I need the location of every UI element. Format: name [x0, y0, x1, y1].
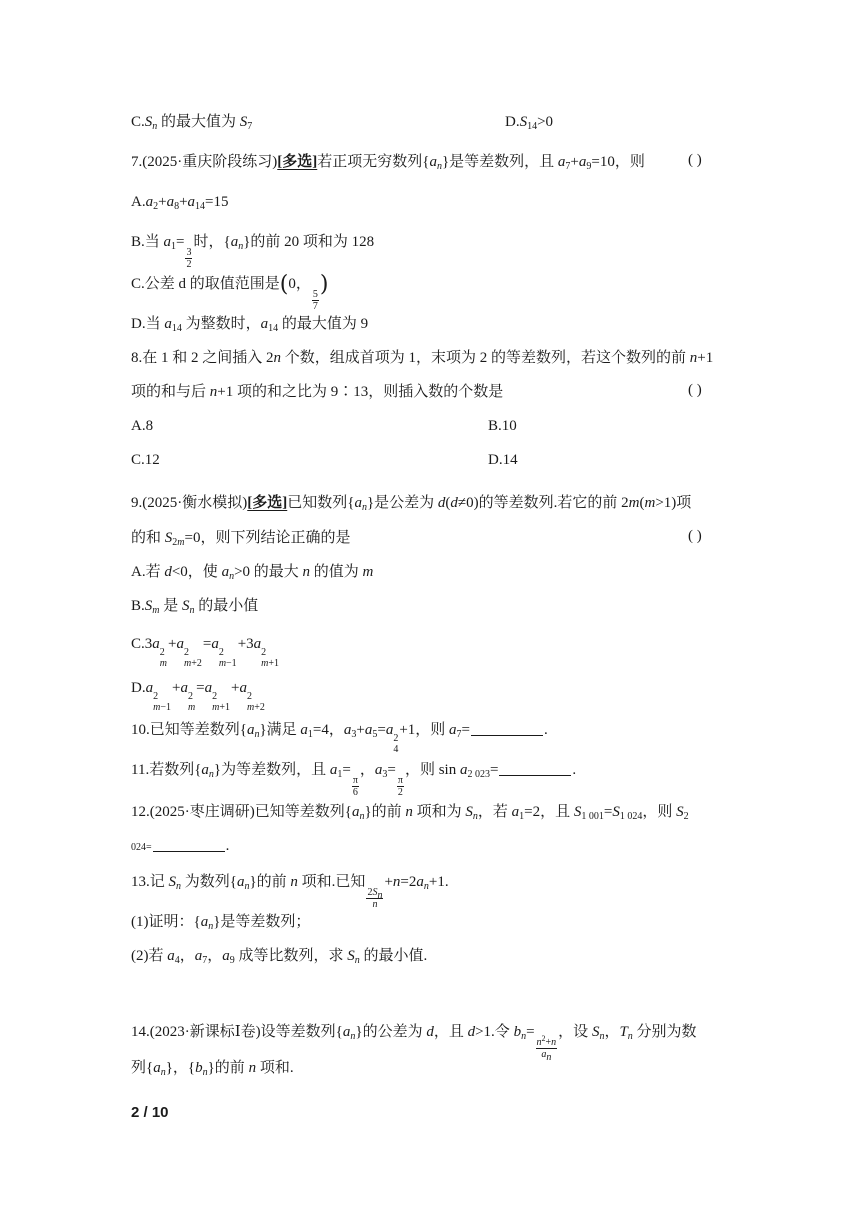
q7-option-b: B.当 $a_1=$ $\frac{3}{2}$ 时，$\{a_n\}$的前 20 项和为 128: [131, 234, 375, 270]
q8-option-b: B.10: [488, 418, 517, 434]
q14-stem-line1: 14.(2023·新课标Ⅰ卷)设等差数列$\{a_n\}$的公差为 d，且 d>1.令 $b_n=$ $\frac{n^2+n}{a_n}$ ，设 $S_n$，$T_n$ 分别为数: [131, 1024, 697, 1063]
q9-stem-line1: 9.(2025·衡水模拟)[多选]已知数列$\{a_n\}$是公差为 d(d≠0)的等差数列.若它的前 2m(m>1)项: [131, 495, 692, 513]
q6-option-c: $C.S_n$ 的最大值为 $S_7$: [131, 114, 253, 132]
q9-option-c: C.3a 2 m +a 2 m+2 =a 2 m−1 +3a 2 m+1: [131, 636, 280, 669]
q8-stem-line1: 8.在 1 和 2 之间插入 2n 个数，组成首项为 1，末项为 2 的等差数列，若这个数列的前 n+1: [131, 350, 714, 366]
q7-option-d: D.当 $a_{14}$ 为整数时，$a_{14}$ 的最大值为 9: [131, 316, 369, 334]
q7-source: 7.(2025·重庆阶段练习): [131, 154, 278, 170]
q7-multi-tag: [多选]: [277, 154, 318, 170]
q9-option-a: A.若 d<0，使 $a_n>0$ 的最大 n 的值为 m: [131, 564, 374, 582]
q11-fraction-1: $\frac{\pi}{6}$: [352, 775, 358, 798]
q9-answer-bracket: ( ): [688, 528, 702, 544]
q13-part1: (1)证明：$\{a_n\}$是等差数列；: [131, 914, 311, 932]
q9-multi-tag: [多选]: [247, 495, 288, 511]
page-number: 2 / 10: [131, 1104, 169, 1121]
q7-option-a: $A.a_2+a_8+a_{14}=15$: [131, 194, 229, 212]
q7-answer-bracket: ( ): [688, 152, 702, 168]
q8-option-d: D.14: [488, 452, 518, 468]
q14-fraction: $\frac{n^2+n}{a_n}$: [536, 1034, 557, 1063]
q10-stem: 10.已知等差数列$\{a_n\}$满足 $a_1=4$，$a_3+a_5=a$ 2 4 +1，则 $a_7=$ .: [131, 722, 548, 755]
q9-source: 9.(2025·衡水模拟): [131, 495, 248, 511]
q14-stem-line2: 列$\{a_n\}$，$\{b_n\}$的前 n 项和.: [131, 1060, 294, 1078]
q12-stem-line2: 024= .: [131, 838, 230, 854]
q8-answer-bracket: ( ): [688, 382, 702, 398]
q7-stem: 7.(2025·重庆阶段练习)[多选]若正项无穷数列$\{a_n\}$是等差数列，且 $a_7+a_9=10$，则: [131, 154, 645, 172]
q13-fraction: $\frac{2S_n}{n}$: [367, 887, 383, 910]
q9-stem-line2: 的和 $S_{2m}=0$，则下列结论正确的是: [131, 530, 351, 548]
q9-option-b: $B.S_m$ 是 $S_n$ 的最小值: [131, 598, 259, 616]
q13-stem: 13.记 $S_n$ 为数列$\{a_n\}$的前 n 项和.已知 $\frac{2S_n}{n}$ $+n=2a_n+1$.: [131, 874, 449, 910]
q8-option-a: A.8: [131, 418, 154, 434]
q8-stem-line2: 项的和与后 n+1 项的和之比为 9∶13，则插入数的个数是: [131, 384, 504, 400]
q11-fraction-2: $\frac{\pi}{2}$: [397, 775, 403, 798]
q13-part2: (2)若 $a_4$，$a_7$，$a_9$ 成等比数列，求 $S_n$ 的最小值.: [131, 948, 428, 966]
q11-stem: 11.若数列$\{a_n\}$为等差数列，且 $a_1=$ $\frac{\pi}{6}$ ，$a_3=$ $\frac{\pi}{2}$ ，则 $\sin a_{2 023}=$ .: [131, 762, 577, 798]
q8-option-c: C.12: [131, 452, 160, 468]
q9-option-d: D.a 2 m−1 +a 2 m =a 2 m+1 +a 2 m+2: [131, 680, 265, 713]
q12-answer-blank[interactable]: [153, 837, 225, 852]
q11-answer-blank[interactable]: [499, 761, 571, 776]
q7-c-fraction: $\frac{5}{7}$: [312, 289, 318, 312]
q12-stem-line1: 12.(2025·枣庄调研)已知等差数列$\{a_n\}$的前 n 项和为 $S_n$，若 $a_1=2$，且 $S_{1 001}=S_{1 024}$，则 $S_2$: [131, 804, 689, 822]
q7-b-fraction: $\frac{3}{2}$: [186, 247, 192, 270]
q7-option-c: C.公差 d 的取值范围是(0， $\frac{5}{7}$ ): [131, 272, 329, 312]
q6-option-d: $D.S_{14}>0$: [505, 114, 554, 132]
q10-answer-blank[interactable]: [471, 721, 543, 736]
